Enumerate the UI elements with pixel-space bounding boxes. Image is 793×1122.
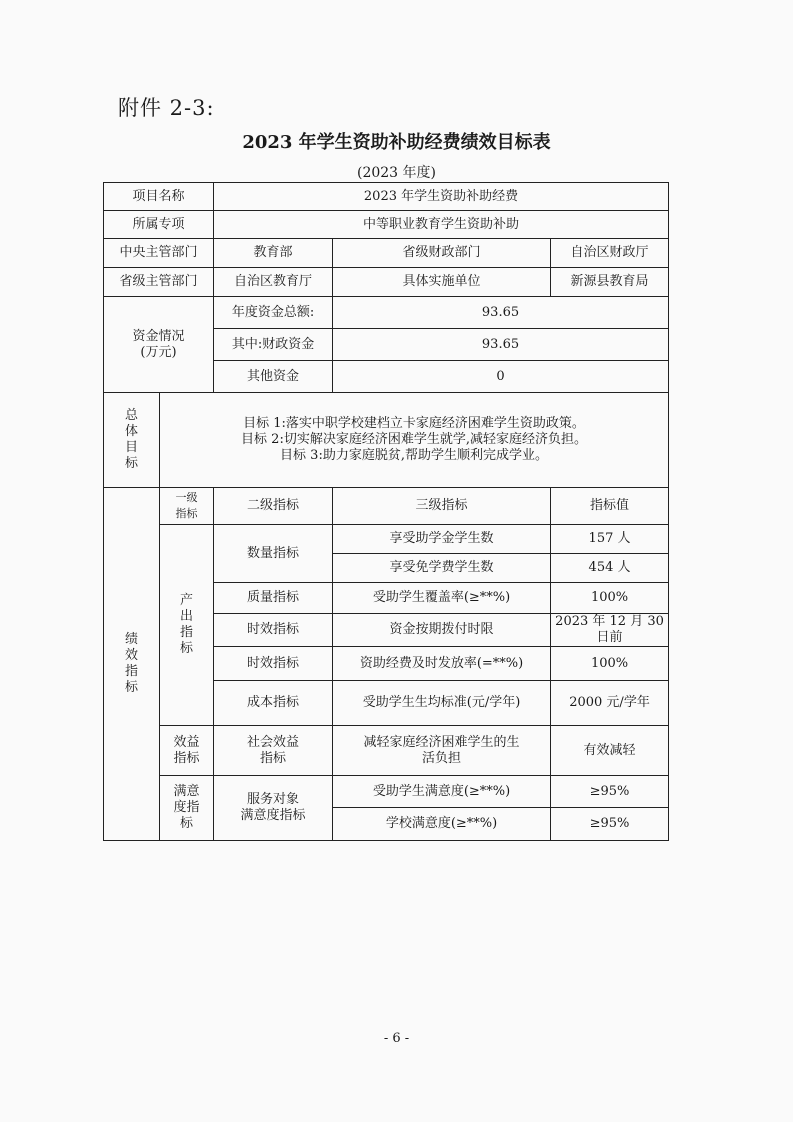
central-dept-value: 教育部 (214, 239, 333, 268)
value-cell: 454 人 (551, 554, 669, 583)
indicator-row (104, 726, 669, 776)
level3-cell: 学校满意度(≥**%) (333, 808, 551, 841)
value-cell: 157 人 (551, 525, 669, 554)
level3-cell: 资金按期拨付时限 (333, 614, 551, 647)
level3-cell: 资助经费及时发放率(=**%) (333, 647, 551, 681)
level3-cell: 享受免学费学生数 (333, 554, 551, 583)
value-cell: 2023 年 12 月 30 日前 (551, 614, 669, 647)
value-cell: ≥95% (551, 808, 669, 841)
project-name-value: 2023 年学生资助补助经费 (214, 183, 669, 211)
impl-unit-label: 具体实施单位 (333, 268, 551, 297)
project-name-row (104, 183, 669, 211)
performance-target-table (103, 182, 669, 841)
funds-other-value: 0 (333, 361, 669, 393)
level2-cell: 服务对象 满意度指标 (214, 776, 333, 841)
category-value: 中等职业教育学生资助补助 (214, 211, 669, 239)
overall-goals-content (160, 393, 669, 488)
funds-fiscal-value: 93.65 (333, 329, 669, 361)
indicator-row (104, 776, 669, 808)
level3-header: 三级指标 (333, 488, 551, 525)
value-cell: ≥95% (551, 776, 669, 808)
prov-finance-value: 自治区财政厅 (551, 239, 669, 268)
document-title: 2023 年学生资助补助经费绩效目标表 (242, 132, 551, 153)
value-cell: 2000 元/学年 (551, 681, 669, 726)
level2-header: 二级指标 (214, 488, 333, 525)
central-dept-label: 中央主管部门 (104, 239, 214, 268)
level1-header: 一级 指标 (160, 488, 214, 525)
value-cell: 有效减轻 (551, 726, 669, 776)
output-indicators-label: 产 出 指 标 (160, 525, 214, 726)
level2-cell: 质量指标 (214, 583, 333, 614)
funds-label: 资金情况 (万元) (104, 297, 214, 393)
prov-dept-label: 省级主管部门 (104, 268, 214, 297)
value-header: 指标值 (551, 488, 669, 525)
goal-item: 目标 1:落实中职学校建档立卡家庭经济困难学生资助政策。 (243, 416, 585, 431)
performance-indicators-label: 绩 效 指 标 (104, 488, 160, 841)
prov-dept-row (104, 268, 669, 297)
funds-other-label: 其他资金 (214, 361, 333, 393)
category-row (104, 211, 669, 239)
level2-cell: 时效指标 (214, 614, 333, 647)
goal-item: 目标 2:切实解决家庭经济困难学生就学,减轻家庭经济负担。 (241, 432, 587, 447)
category-label: 所属专项 (104, 211, 214, 239)
benefit-indicators-label: 效益 指标 (160, 726, 214, 776)
central-dept-row (104, 239, 669, 268)
prov-dept-value: 自治区教育厅 (214, 268, 333, 297)
level3-cell: 受助学生覆盖率(≥**%) (333, 583, 551, 614)
level3-cell: 减轻家庭经济困难学生的生 活负担 (333, 726, 551, 776)
funds-total-row (104, 297, 669, 329)
level2-cell: 成本指标 (214, 681, 333, 726)
level3-cell: 受助学生生均标准(元/学年) (333, 681, 551, 726)
goal-item: 目标 3:助力家庭脱贫,帮助学生顺利完成学业。 (280, 448, 548, 463)
level2-cell: 数量指标 (214, 525, 333, 583)
attachment-label: 附件 2-3: (118, 96, 215, 120)
funds-total-label: 年度资金总额: (214, 297, 333, 329)
prov-finance-label: 省级财政部门 (333, 239, 551, 268)
indicators-header-row (104, 488, 669, 525)
impl-unit-value: 新源县教育局 (551, 268, 669, 297)
indicator-row (104, 525, 669, 554)
level3-cell: 享受助学金学生数 (333, 525, 551, 554)
level2-cell: 社会效益 指标 (214, 726, 333, 776)
value-cell: 100% (551, 583, 669, 614)
project-name-label: 项目名称 (104, 183, 214, 211)
page-number: - 6 - (383, 1031, 410, 1046)
overall-goals-row (104, 393, 669, 488)
fiscal-year: (2023 年度) (356, 165, 436, 181)
level3-cell: 受助学生满意度(≥**%) (333, 776, 551, 808)
value-cell: 100% (551, 647, 669, 681)
funds-total-value: 93.65 (333, 297, 669, 329)
funds-fiscal-label: 其中:财政资金 (214, 329, 333, 361)
overall-goals-label: 总 体 目 标 (104, 393, 160, 488)
level2-cell: 时效指标 (214, 647, 333, 681)
satisfaction-indicators-label: 满意 度指 标 (160, 776, 214, 841)
